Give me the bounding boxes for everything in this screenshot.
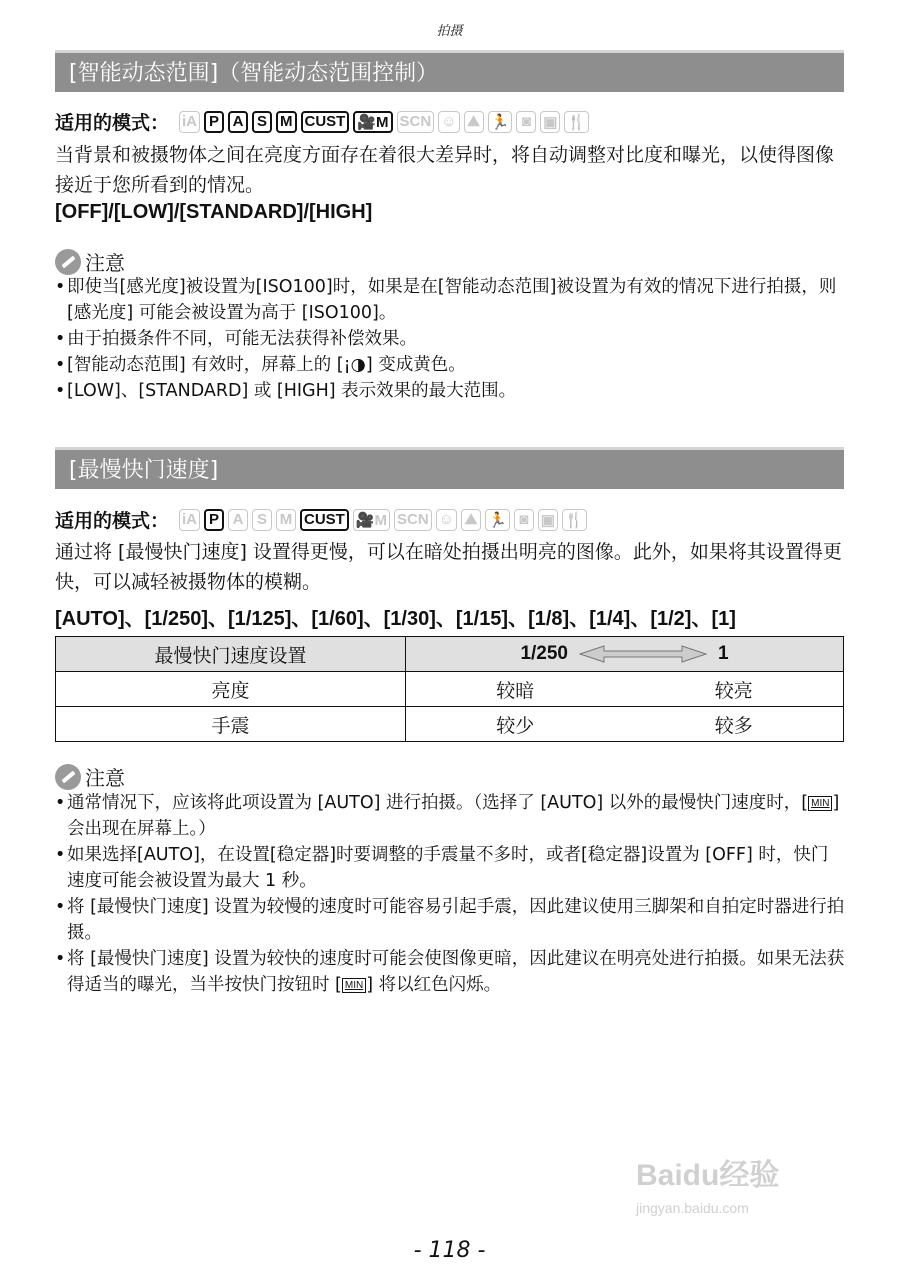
mode-icons — [179, 111, 589, 133]
mode-icon: M — [276, 111, 297, 133]
mode-icon: ☺ — [436, 509, 457, 531]
row-left-value: 较暗 — [496, 679, 535, 702]
mode-icon: SCN — [397, 111, 435, 133]
note-item: • [LOW]、[STANDARD] 或 [HIGH] 表示效果的最大范围。 — [55, 378, 845, 404]
mode-icons — [179, 509, 587, 531]
applicable-modes-row-1 — [55, 108, 589, 135]
note-heading-2 — [55, 762, 125, 791]
mode-icon: iA — [179, 111, 200, 133]
section2-options: [AUTO]、[1/250]、[1/125]、[1/60]、[1/30]、[1/15]、[1/8]、[1/4]、[1/2]、[1] — [55, 608, 736, 630]
note-item: • 将 [最慢快门速度] 设置为较快的速度时可能会使图像更暗，因此建议在明亮处进行拍摄。如果无法获得适当的曝光，当半按快门按钮时 [ MIN ] 将以红色闪烁。 — [55, 946, 845, 998]
mode-icon: ⛰ — [461, 509, 481, 531]
mode-icon: 🏃 — [485, 509, 510, 531]
mode-icon: A — [228, 509, 248, 531]
mode-icon: ⛰ — [464, 111, 484, 133]
watermark-url: jingyan.baidu.com — [636, 1200, 749, 1216]
note-pencil-icon — [55, 249, 81, 275]
row-left-value: 较少 — [496, 714, 535, 737]
min-shutter-icon: MIN — [342, 978, 366, 993]
note-item: • 通常情况下，应该将此项设置为 [AUTO] 进行拍摄。（选择了 [AUTO] 以外的最慢快门速度时，[ MIN ] 会出现在屏幕上。） — [55, 790, 845, 842]
mode-icon: CUST — [300, 509, 349, 531]
table-row — [56, 707, 844, 742]
section-title-min-shutter: [最慢快门速度] — [55, 447, 844, 489]
modes-label: 适用的模式： — [55, 112, 170, 134]
scale-left-label: 1/250 — [520, 643, 568, 664]
watermark-main: Baidu经验 — [636, 1159, 780, 1192]
table-header-row — [56, 637, 844, 672]
mode-icon: ▣ — [540, 111, 560, 133]
modes-label: 适用的模式： — [55, 510, 170, 532]
section-title-intelligent-dynamic: [智能动态范围]（智能动态范围控制） — [55, 50, 844, 92]
table-row — [56, 672, 844, 707]
mode-icon: A — [228, 111, 248, 133]
mode-icon: SCN — [394, 509, 432, 531]
section1-description: 当背景和被摄物体之间在亮度方面存在着很大差异时，将自动调整对比度和曝光，以使得图像接近于您所看到的情况。 — [55, 144, 835, 196]
section2-description: 通过将 [最慢快门速度] 设置得更慢，可以在暗处拍摄出明亮的图像。此外，如果将其设置得更快，可以减轻被摄物体的模糊。 — [55, 541, 842, 593]
mode-icon: P — [204, 509, 224, 531]
mode-icon: 🍴 — [564, 111, 589, 133]
mode-icon: P — [204, 111, 224, 133]
applicable-modes-row-2 — [55, 506, 587, 533]
note-item: • 如果选择[AUTO]，在设置[稳定器]时要调整的手震量不多时，或者[稳定器]设置为 [OFF] 时，快门速度可能会被设置为最大 1 秒。 — [55, 842, 845, 894]
baidu-watermark — [636, 1150, 779, 1216]
shutter-effect-table — [55, 636, 844, 742]
mode-icon: ◙ — [514, 509, 534, 531]
section1-options: [OFF]/[LOW]/[STANDARD]/[HIGH] — [55, 201, 373, 223]
running-header: 拍摄 — [436, 24, 463, 39]
note-item: • 由于拍摄条件不同，可能无法获得补偿效果。 — [55, 326, 845, 352]
scale-right-label: 1 — [717, 643, 729, 664]
row-label: 亮度 — [56, 672, 406, 707]
mode-icon: S — [252, 111, 272, 133]
row-right-value: 较多 — [714, 714, 753, 737]
row-label: 手震 — [56, 707, 406, 742]
mode-icon: ▣ — [538, 509, 558, 531]
note-item: • 将 [最慢快门速度] 设置为较慢的速度时可能容易引起手震，因此建议使用三脚架和自拍定时器进行拍摄。 — [55, 894, 845, 946]
mode-icon: 🎥M — [353, 111, 392, 133]
mode-icon: 🏃 — [488, 111, 513, 133]
mode-icon: iA — [179, 509, 200, 531]
row-values — [406, 672, 844, 707]
note-list-2 — [55, 790, 845, 998]
scale-cell — [406, 637, 844, 672]
mode-icon: ☺ — [438, 111, 459, 133]
note-heading-1 — [55, 247, 125, 276]
mode-icon: S — [252, 509, 272, 531]
mode-icon: ◙ — [516, 111, 536, 133]
note-list-1 — [55, 274, 845, 404]
row-values — [406, 707, 844, 742]
row-right-value: 较亮 — [714, 679, 753, 702]
mode-icon: M — [276, 509, 296, 531]
mode-icon: CUST — [301, 111, 350, 133]
double-arrow-icon — [578, 644, 708, 664]
mode-icon: 🍴 — [562, 509, 587, 531]
note-pencil-icon — [55, 764, 81, 790]
table-header-label: 最慢快门速度设置 — [56, 637, 406, 672]
note-item: • [智能动态范围] 有效时，屏幕上的 [¡◑] 变成黄色。 — [55, 352, 845, 378]
page-number: - 118 - — [413, 1238, 486, 1263]
note-item: • 即使当[感光度]被设置为[ISO100]时，如果是在[智能动态范围]被设置为有效的情况下进行拍摄，则 [感光度] 可能会被设置为高于 [ISO100]。 — [55, 274, 845, 326]
note-title: 注意 — [85, 251, 125, 275]
mode-icon: 🎥M — [353, 509, 390, 531]
min-shutter-icon: MIN — [808, 796, 832, 811]
note-title: 注意 — [85, 766, 125, 790]
